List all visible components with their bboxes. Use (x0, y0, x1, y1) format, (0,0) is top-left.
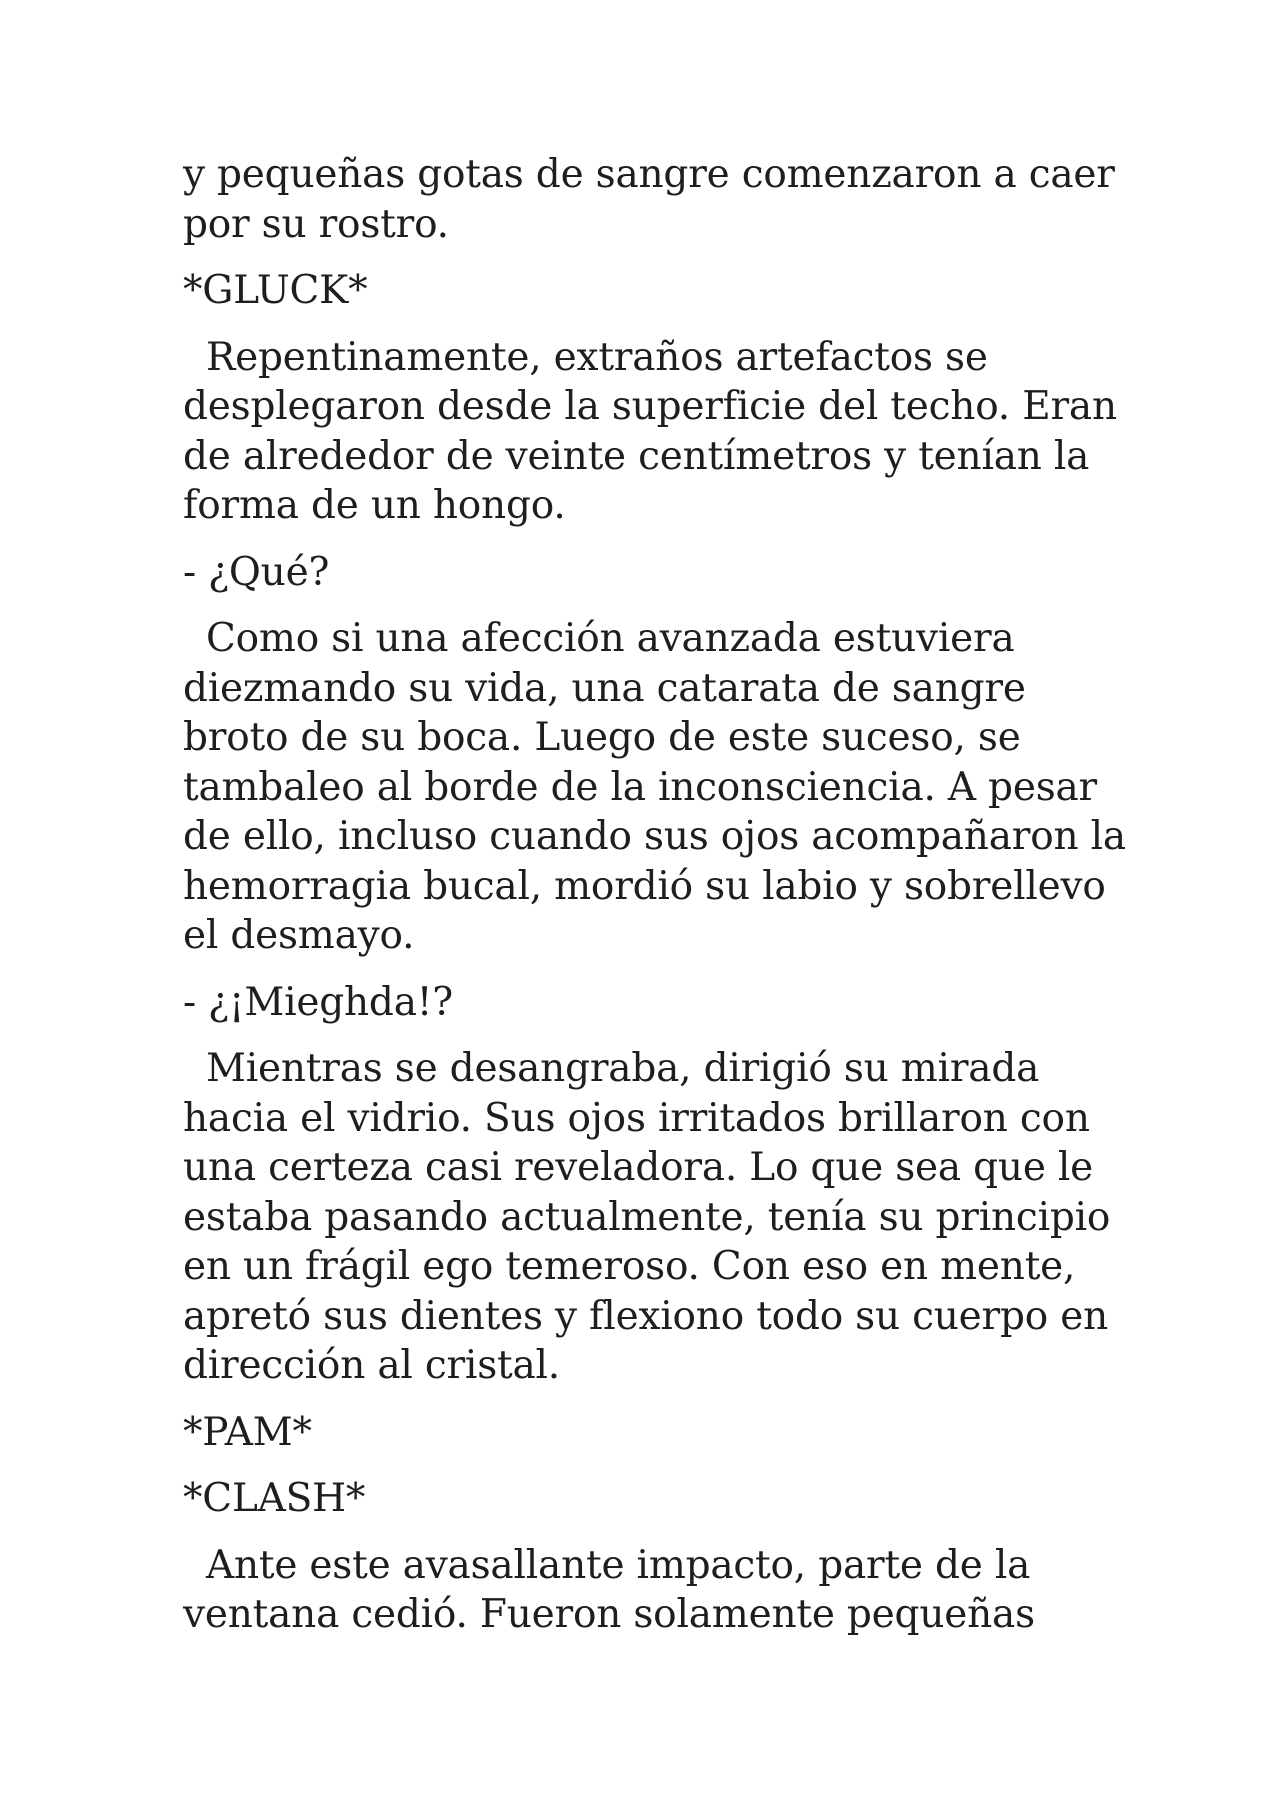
document-page (183, 150, 1126, 1657)
text-line: en un frágil ego temeroso. Con eso en mente, (183, 1244, 1076, 1289)
paragraph-1 (183, 150, 1123, 249)
text-line: - ¿¡Mieghda!? (183, 979, 453, 1025)
text-line: Ante este avasallante impacto, parte de la (206, 1542, 1031, 1588)
text-line: dirección al cristal. (183, 1343, 561, 1388)
text-line: desplegaron desde la superficie del techo. Eran (183, 384, 1117, 429)
text-line: Mientras se desangraba, dirigió su mirada (206, 1046, 1040, 1091)
text-line: estaba pasando actualmente, tenía su principio (183, 1194, 1111, 1240)
text-line: de ello, incluso cuando sus ojos acompañaron la (183, 814, 1126, 859)
text-line: y pequeñas gotas de sangre comenzaron a caer (183, 152, 1115, 197)
text-line: Como si una afección avanzada estuviera (206, 616, 1015, 661)
text-line: forma de un hongo. (183, 483, 566, 528)
text-line: Repentinamente, extraños artefactos se (206, 334, 988, 380)
sound-effect-clash (183, 1474, 1123, 1524)
paragraph-5 (183, 614, 1126, 961)
text-line: broto de su boca. Luego de este suceso, se (183, 715, 1021, 760)
text-line: tambaleo al borde de la inconsciencia. A pesar (183, 764, 1098, 810)
text-line: el desmayo. (183, 913, 415, 958)
text-line: ventana cedió. Fueron solamente pequeñas (183, 1592, 1035, 1637)
text-line: apretó sus dientes y flexiono todo su cuerpo en (183, 1293, 1109, 1339)
text-line: hemorragia bucal, mordió su labio y sobrellevo (183, 863, 1106, 909)
dialogue-que (183, 548, 1123, 598)
sound-effect-pam (183, 1408, 1123, 1458)
text-line: *PAM* (183, 1409, 312, 1455)
paragraph-7 (183, 1044, 1123, 1391)
paragraph-3 (183, 333, 1123, 531)
text-line: por su rostro. (183, 201, 449, 247)
text-line: una certeza casi reveladora. Lo que sea que le (183, 1145, 1094, 1190)
text-line: *CLASH* (183, 1476, 366, 1521)
text-line: de alrededor de veinte centímetros y tenían la (183, 433, 1090, 479)
text-line: hacia el vidrio. Sus ojos irritados brillaron con (183, 1095, 1090, 1141)
text-line: - ¿Qué? (183, 549, 330, 595)
dialogue-mieghda (183, 978, 1123, 1028)
paragraph-10 (183, 1541, 1123, 1640)
text-line: diezmando su vida, una catarata de sangre (183, 665, 1026, 711)
sound-effect-gluck (183, 266, 1123, 316)
text-line: *GLUCK* (183, 268, 368, 313)
